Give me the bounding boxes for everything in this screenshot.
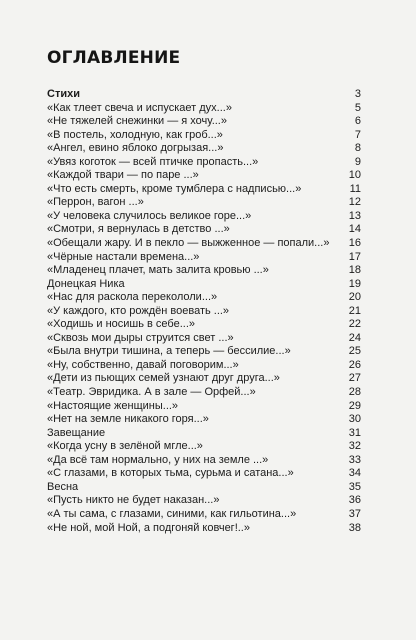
toc-entry-page-number: 19 (348, 277, 361, 290)
toc-entry-page-number: 5 (354, 101, 361, 114)
toc-entry-page-number: 20 (348, 291, 361, 304)
toc-entry-page-number: 8 (354, 142, 361, 155)
toc-entry-page-number: 7 (354, 128, 361, 141)
toc-entry (47, 359, 361, 373)
toc-entry-page-number: 38 (348, 521, 361, 534)
toc-entry (47, 467, 361, 481)
toc-entry-title: «Смотри, я вернулась в детство ...» (47, 223, 230, 236)
toc-entry-page-number: 10 (348, 169, 361, 182)
toc-entry-page-number: 31 (348, 426, 361, 439)
toc-entry-title: «Дети из пьющих семей узнают друг друга...» (47, 372, 280, 385)
toc-entry-title: «Что есть смерть, кроме тумблера с надписью...» (47, 182, 302, 195)
toc-entry-title: «Театр. Эвридика. А в зале — Орфей...» (47, 386, 256, 399)
toc-entry-page-number: 28 (348, 386, 361, 399)
toc-entry (47, 237, 361, 251)
toc-entry (47, 196, 361, 210)
toc-entry (47, 440, 361, 454)
toc-entry (47, 129, 361, 143)
toc-entry-page-number: 30 (348, 413, 361, 426)
toc-entry-title: «Нас для раскола перекололи...» (47, 291, 218, 304)
toc-entry (47, 494, 361, 508)
toc-entry-page-number: 36 (348, 494, 361, 507)
toc-entry (47, 508, 361, 522)
toc-entry-title: «Обещали жару. И в пекло — выжженное — попали...» (47, 237, 330, 250)
toc-entry-page-number: 14 (348, 223, 361, 236)
toc-entry-title: «Не тяжелей снежинки — я хочу...» (47, 115, 227, 128)
toc-entry-title: «Перрон, вагон ...» (47, 196, 144, 209)
toc-entry-page-number: 13 (348, 209, 361, 222)
toc-entry (47, 400, 361, 414)
toc-entry-title: Донецкая Ника (47, 277, 125, 290)
toc-entry (47, 251, 361, 265)
toc-entry-title: «У человека случилось великое горе...» (47, 209, 252, 222)
toc-entry-title: «Ну, собственно, давай поговорим...» (47, 358, 239, 371)
toc-entry-page-number: 37 (348, 507, 361, 520)
toc-entry-title: «Ходишь и носишь в себе...» (47, 318, 196, 331)
toc-entry (47, 454, 361, 468)
toc-entry-page-number: 9 (354, 155, 361, 168)
toc-entry-page-number: 25 (348, 345, 361, 358)
table-of-contents (47, 88, 361, 535)
toc-entry-page-number: 32 (348, 440, 361, 453)
toc-entry-title: «Как тлеет свеча и испускает дух...» (47, 101, 232, 114)
toc-entry-page-number: 6 (354, 115, 361, 128)
toc-entry-page-number: 24 (348, 331, 361, 344)
toc-section-entry (47, 427, 361, 441)
toc-entry-title: «Нет на земле никакого горя...» (47, 413, 209, 426)
toc-entry (47, 372, 361, 386)
toc-section-entry (47, 278, 361, 292)
toc-entry (47, 183, 361, 197)
toc-entry-page-number: 18 (348, 264, 361, 277)
toc-entry-title: «Да всё там нормально, у них на земле ...» (47, 453, 269, 466)
toc-entry-title: «Сквозь мои дыры струится свет ...» (47, 331, 234, 344)
toc-section-entry (47, 481, 361, 495)
toc-entry (47, 522, 361, 536)
toc-entry (47, 115, 361, 129)
toc-entry-title: Стихи (47, 88, 80, 100)
toc-entry-page-number: 34 (348, 467, 361, 480)
toc-entry (47, 305, 361, 319)
toc-entry-title: «Пусть никто не будет наказан...» (47, 494, 220, 507)
toc-entry (47, 264, 361, 278)
toc-entry-page-number: 16 (348, 237, 361, 250)
toc-entry-title: «С глазами, в которых тьма, сурьма и сатана...» (47, 467, 294, 480)
toc-entry (47, 210, 361, 224)
toc-entry-title: «Каждой твари — по паре ...» (47, 169, 199, 182)
toc-entry-title: «Настоящие женщины...» (47, 399, 179, 412)
toc-entry-title: «В постель, холодную, как гроб...» (47, 128, 223, 141)
toc-entry-title: «Когда усну в зелёной мгле...» (47, 440, 203, 453)
toc-entry-page-number: 22 (348, 318, 361, 331)
toc-entry-title: «А ты сама, с глазами, синими, как гильотина...» (47, 507, 297, 520)
toc-entry-page-number: 27 (348, 372, 361, 385)
toc-entry-page-number: 29 (348, 399, 361, 412)
toc-entry-page-number: 17 (348, 250, 361, 263)
toc-entry-page-number: 3 (354, 88, 361, 100)
toc-entry-page-number: 11 (349, 182, 361, 195)
toc-entry-title: Завещание (47, 426, 106, 439)
toc-entry-title: «Не ной, мой Ной, а подгоняй ковчег!..» (47, 521, 250, 534)
toc-entry-title: «Была внутри тишина, а теперь — бессилие...» (47, 345, 291, 358)
toc-entry (47, 332, 361, 346)
toc-entry-title: «Увяз коготок — всей птичке пропасть...» (47, 155, 259, 168)
toc-entry-page-number: 26 (348, 358, 361, 371)
toc-entry-title: Весна (47, 480, 79, 493)
toc-entry-page-number: 33 (348, 453, 361, 466)
toc-entry (47, 345, 361, 359)
toc-entry-page-number: 12 (348, 196, 361, 209)
toc-entry (47, 318, 361, 332)
toc-entry-title: «Чёрные настали времена...» (47, 250, 200, 263)
toc-entry (47, 291, 361, 305)
toc-entry (47, 142, 361, 156)
toc-entry-title: «У каждого, кто рождён воевать ...» (47, 304, 230, 317)
toc-entry (47, 156, 361, 170)
toc-section-entry (47, 88, 361, 102)
toc-entry-title: «Ангел, евино яблоко догрызая...» (47, 142, 224, 155)
toc-entry (47, 169, 361, 183)
toc-entry (47, 386, 361, 400)
toc-entry-page-number: 35 (348, 480, 361, 493)
toc-entry (47, 102, 361, 116)
page-title: ОГЛАВЛЕНИЕ (47, 48, 181, 68)
toc-entry (47, 413, 361, 427)
toc-entry-page-number: 21 (348, 304, 361, 317)
toc-entry-title: «Младенец плачет, мать залита кровью ...» (47, 264, 269, 277)
toc-entry (47, 223, 361, 237)
